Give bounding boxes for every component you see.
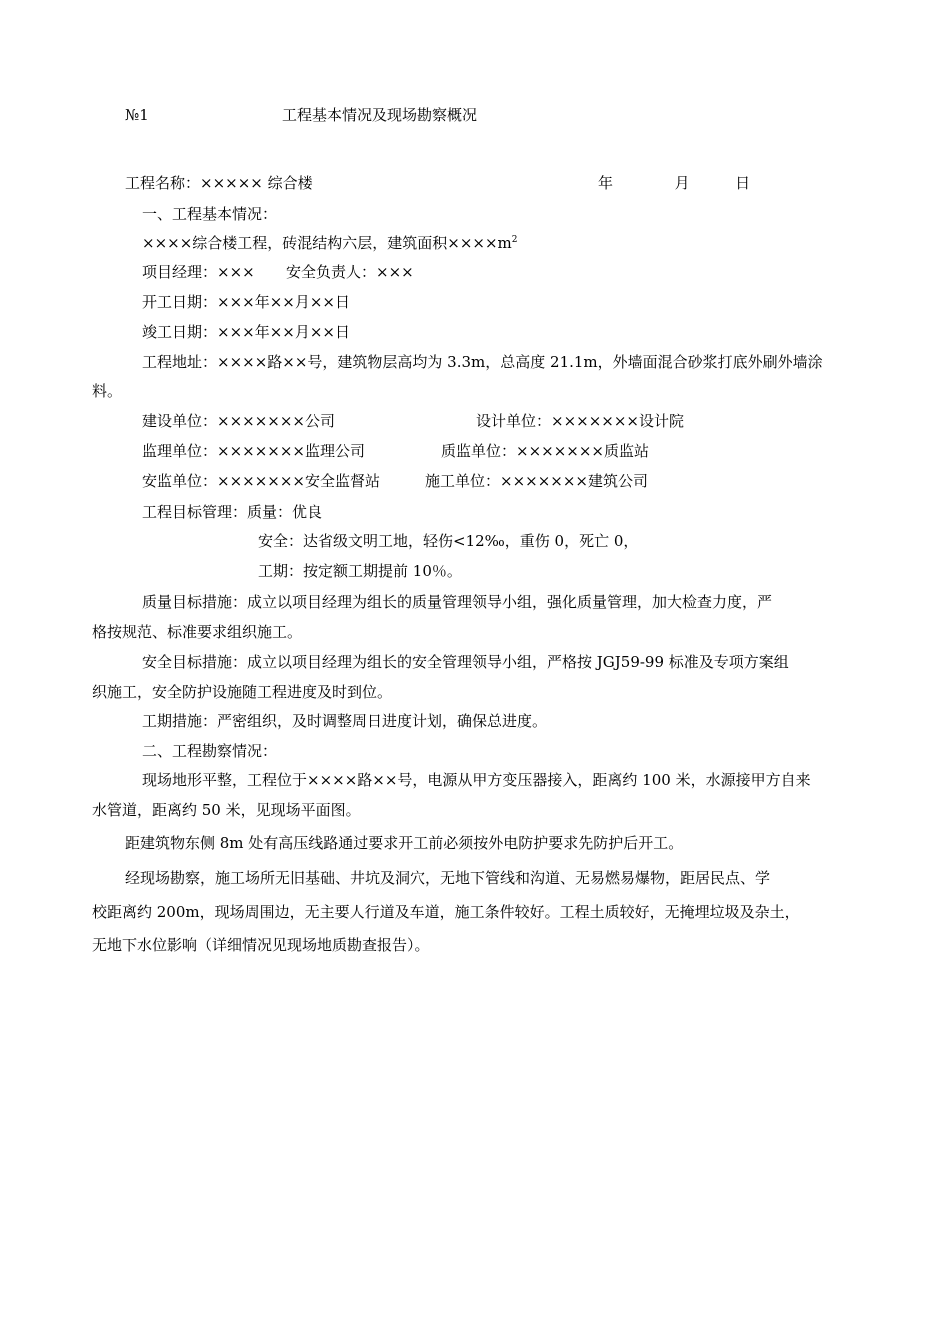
project-manager: 项目经理：××× xyxy=(142,263,255,281)
section2-heading: 二、工程勘察情况： xyxy=(142,742,278,760)
target-schedule: 工期：按定额工期提前 10％。 xyxy=(258,562,462,580)
safety-station: 安监单位：×××××××安全监督站 xyxy=(142,472,380,490)
date-month: 月 xyxy=(674,174,690,192)
safety-measures: 安全目标措施：成立以项目经理为组长的安全管理领导小组，严格按 JGJ59-99 标准及专项方案组 xyxy=(142,653,789,671)
date-year: 年 xyxy=(598,174,614,192)
project-overview: ××××综合楼工程，砖混结构六层，建筑面积$\times\times\times\times m^2$ xyxy=(142,234,518,252)
site-conditions-cont: 水管道，距离约 50 米，见现场平面图。 xyxy=(92,801,361,819)
date-fields xyxy=(598,173,750,193)
section1-heading: 一、工程基本情况： xyxy=(142,205,278,223)
survey-result-cont2: 无地下水位影响（详细情况见现场地质勘查报告）。 xyxy=(92,936,430,954)
survey-result-cont1: 校距离约 200m，现场周围边，无主要人行道及车道，施工条件较好。工程土质较好，无掩埋垃圾及杂土， xyxy=(92,903,800,921)
quality-measures: 质量目标措施：成立以项目经理为组长的质量管理领导小组，强化质量管理，加大检查力度，严 xyxy=(142,593,773,611)
supervision-unit: 监理单位：×××××××监理公司 xyxy=(142,442,365,460)
schedule-measures: 工期措施：严密组织，及时调整周日进度计划，确保总进度。 xyxy=(142,712,548,730)
start-date: 开工日期：×××年××月××日 xyxy=(142,293,350,311)
document-title: 工程基本情况及现场勘察概况 xyxy=(282,106,478,124)
owner-unit: 建设单位：×××××××公司 xyxy=(142,412,335,430)
safety-measures-cont: 织施工，安全防护设施随工程进度及时到位。 xyxy=(92,683,393,701)
project-address-cont: 料。 xyxy=(92,382,123,400)
safety-officer: 安全负责人：××× xyxy=(286,263,414,281)
design-unit: 设计单位：×××××××设计院 xyxy=(476,412,684,430)
date-day: 日 xyxy=(735,174,751,192)
powerline-note: 距建筑物东侧 8m 处有高压线路通过要求开工前必须按外电防护要求先防护后开工。 xyxy=(125,834,684,852)
document-number: №1 xyxy=(125,106,149,124)
project-name: 工程名称：××××× 综合楼 xyxy=(125,174,313,192)
project-address: 工程地址：××××路××号，建筑物层高均为 3.3m，总高度 21.1m，外墙面混合砂浆打底外刷外墙涂 xyxy=(142,353,823,371)
end-date: 竣工日期：×××年××月××日 xyxy=(142,323,350,341)
quality-measures-cont: 格按规范、标准要求组织施工。 xyxy=(92,623,303,641)
site-conditions: 现场地形平整，工程位于××××路××号，电源从甲方变压器接入，距离约 100 米，水源接甲方自来 xyxy=(142,771,811,789)
construction-unit: 施工单位：×××××××建筑公司 xyxy=(425,472,648,490)
quality-station: 质监单位：×××××××质监站 xyxy=(441,442,649,460)
survey-result: 经现场勘察，施工场所无旧基础、井坑及洞穴，无地下管线和沟道、无易燃易爆物，距居民点、学 xyxy=(125,869,771,887)
target-quality: 工程目标管理：质量：优良 xyxy=(142,503,323,521)
target-safety: 安全：达省级文明工地，轻伤<12‰，重伤 0，死亡 0， xyxy=(258,532,639,550)
